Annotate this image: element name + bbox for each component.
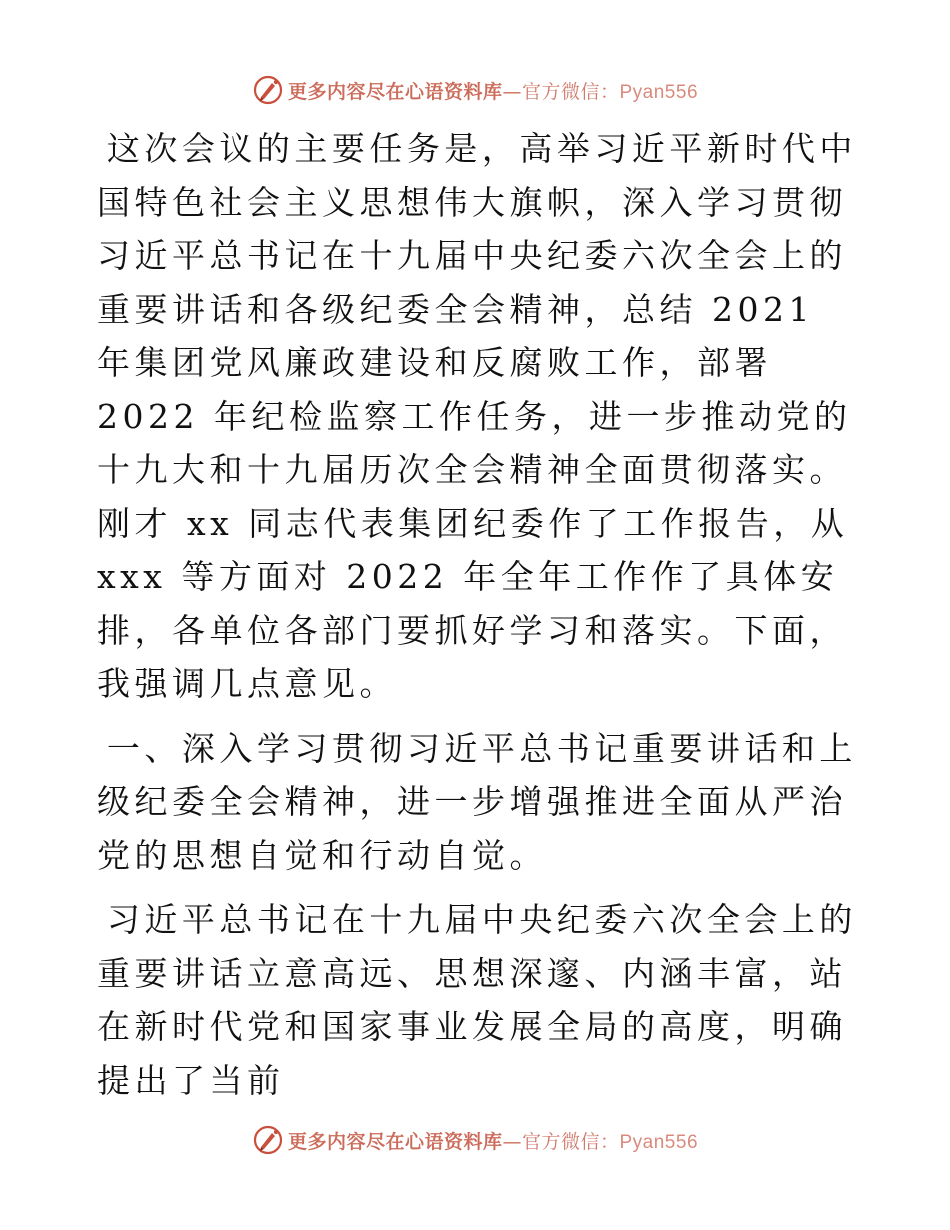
footer-brand: 更多内容尽在心语资料库 — [287, 1130, 503, 1153]
footer-wechat-label: 官方微信： — [521, 1130, 620, 1153]
document-body — [97, 122, 857, 1107]
pen-circle-logo-icon — [252, 1124, 284, 1156]
paragraph-intro: 这次会议的主要任务是，高举习近平新时代中国特色社会主义思想伟大旗帜，深入学习贯彻习近平总书记在十九届中央纪委六次全会上的重要讲话和各级纪委全会精神，总结 2021 年集团党风廉政建设和反腐败工作，部署 2022 年纪检监察工作任务，进一步推动党的十九大和十九届历次全会精神全面贯彻落实。刚才 xx 同志代表集团纪委作了工作报告，从 xxx 等方面对 2022 年全年工作作了具体安排，各单位各部门要抓好学习和落实。下面，我强调几点意见。 — [97, 129, 857, 703]
header-wechat-label: 官方微信： — [521, 80, 620, 103]
header-wechat-id: Pyan556 — [619, 81, 699, 103]
footer-wechat-id: Pyan556 — [619, 1131, 699, 1153]
pen-circle-logo-icon — [252, 74, 284, 106]
header-separator: — — [502, 80, 522, 103]
header-brand: 更多内容尽在心语资料库 — [287, 80, 503, 103]
footer-banner — [0, 1120, 950, 1160]
header-banner-text — [288, 77, 698, 104]
footer-separator: — — [502, 1130, 522, 1153]
footer-banner-text — [288, 1127, 698, 1154]
paragraph-speech-summary: 习近平总书记在十九届中央纪委六次全会上的重要讲话立意高远、思想深邃、内涵丰富，站在新时代党和国家事业发展全局的高度，明确提出了当前 — [97, 900, 857, 1100]
paragraph-section-heading: 一、深入学习贯彻习近平总书记重要讲话和上级纪委全会精神，进一步增强推进全面从严治党的思想自觉和行动自觉。 — [97, 728, 857, 875]
header-banner — [0, 70, 950, 110]
